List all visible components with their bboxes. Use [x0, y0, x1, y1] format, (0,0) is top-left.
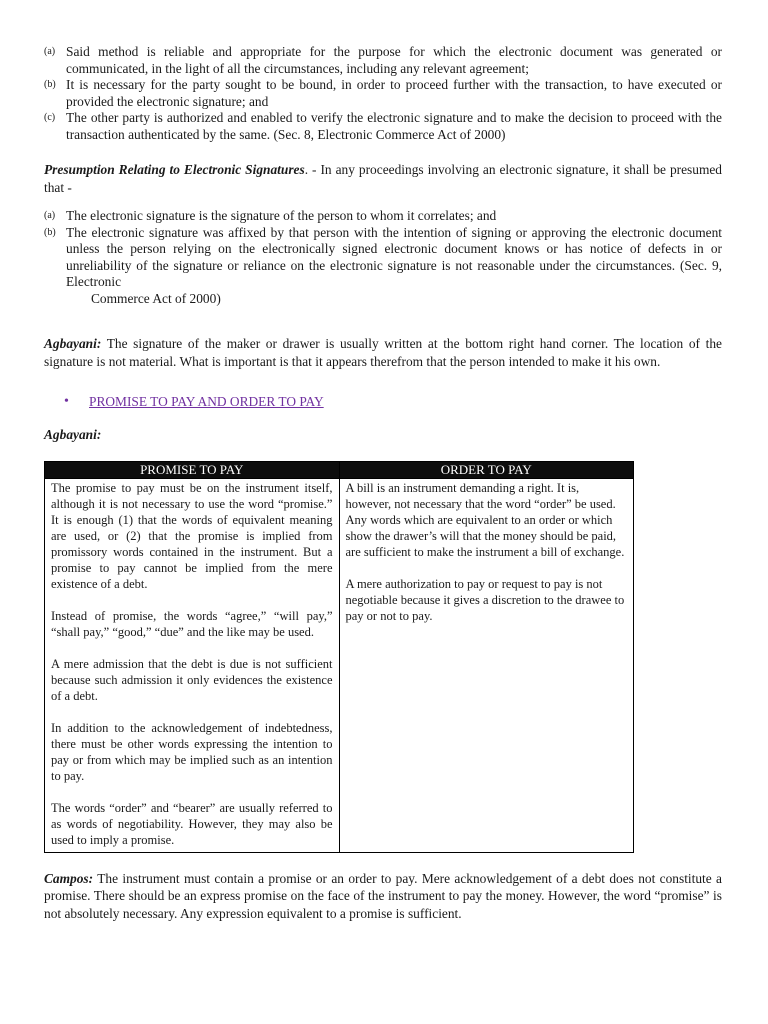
table-cell-paragraph: The promise to pay must be on the instrument itself, although it is not necessary to use the word “promise.” It is enough (1) that the words of equivalent meaning are used, or (2) that the promise is implied from promissory words contained in the instrument. But a promise to pay cannot be implied from the mere existence of a debt. — [51, 480, 333, 591]
header-order-to-pay: ORDER TO PAY — [339, 461, 634, 478]
list-item — [44, 225, 722, 291]
bullet-icon: • — [64, 394, 69, 409]
list-marker: (b) — [44, 226, 56, 238]
list-item-text: Said method is reliable and appropriate for the purpose for which the electronic document was generated or communicated, in the light of all the circumstances, including any relevant agreement; — [66, 44, 722, 76]
presumption-list — [44, 208, 722, 307]
method-conditions-list — [44, 44, 722, 143]
agbayani-paragraph — [44, 335, 722, 370]
list-item — [44, 208, 722, 225]
list-marker: (c) — [44, 112, 56, 123]
header-promise-to-pay: PROMISE TO PAY — [45, 461, 340, 478]
agbayani-heading: Agbayani: — [44, 427, 102, 442]
list-item-text: It is necessary for the party sought to be bound, in order to proceed further with the transaction, to have executed or provided the electronic signature; and — [66, 77, 722, 109]
presumption-heading: Presumption Relating to Electronic Signatures — [44, 162, 305, 177]
presumption-paragraph — [44, 161, 722, 196]
campos-text: The instrument must contain a promise or an order to pay. Mere acknowledgement of a debt does not constitute a promise. There should be an express promise on the face of the instrument to pay the money. However, the word “promise” is not absolutely necessary. Any expression equivalent to a promise is sufficient. — [44, 870, 722, 921]
list-item — [44, 44, 722, 77]
promise-order-link[interactable]: PROMISE TO PAY AND ORDER TO PAY — [89, 394, 324, 409]
list-item — [44, 110, 722, 143]
list-item — [44, 77, 722, 110]
comparison-table — [44, 461, 634, 853]
campos-paragraph — [44, 870, 722, 923]
presumption-text: . - In any proceedings involving an electronic signature, it shall be presumed that - — [44, 162, 723, 195]
table-cell-paragraph: Instead of promise, the words “agree,” “will pay,” “shall pay,” “good,” “due” and the like may be used. — [51, 608, 333, 639]
table-header-row — [45, 461, 634, 478]
table-cell-paragraph: A mere admission that the debt is due is not sufficient because such admission it only evidences the existence of a debt. — [51, 656, 333, 703]
table-cell-paragraph: A mere authorization to pay or request to pay is not negotiable because it gives a discretion to the drawee to pay or not to pay. — [345, 576, 625, 623]
campos-label: Campos: — [44, 870, 94, 886]
table-cell-paragraph: The words “order” and “bearer” are usually referred to as words of negotiability. However, they may also be used to imply a promise. — [51, 800, 333, 847]
promise-to-pay-cell — [45, 478, 340, 852]
list-item-text: The electronic signature is the signature of the person to whom it correlates; and — [66, 208, 497, 223]
table-row — [45, 478, 634, 852]
table-cell-paragraph: A bill is an instrument demanding a right. It is, however, not necessary that the word “order” be used. Any words which are equivalent to an order or which show the drawer’s will that the money should be paid, are sufficient to make the instrument a bill of exchange. — [345, 480, 625, 559]
list-marker: (a) — [44, 210, 56, 221]
table-cell-paragraph: In addition to the acknowledgement of indebtedness, there must be other words expressing the intention to pay or from which may be implied such as an intention to pay. — [51, 720, 333, 783]
agbayani-label: Agbayani: — [44, 336, 102, 351]
list-item-continuation: Commerce Act of 2000) — [91, 290, 221, 306]
agbayani-text: The signature of the maker or drawer is usually written at the bottom right hand corner. The location of the signature is not material. What is important is that it appears therefrom that the person intended to make it his own. — [44, 336, 722, 369]
list-marker: (a) — [44, 46, 56, 57]
list-item-text: The electronic signature was affixed by that person with the intention of signing or approving the electronic document unless the person relying on the electronically signed electronic document knows or has notice of defects in or unreliability of the signature or reliance on the electronic signature is not reasonable under the circumstances. (Sec. 9, Electronic — [66, 224, 722, 289]
list-item-text: The other party is authorized and enabled to verify the electronic signature and to make the decision to proceed with the transaction authenticated by the same. (Sec. 8, Electronic Commerce Act of 2000) — [66, 110, 722, 142]
section-bullet — [64, 394, 722, 410]
order-to-pay-cell — [339, 478, 634, 852]
document-page — [44, 44, 722, 922]
list-marker: (b) — [44, 79, 56, 90]
